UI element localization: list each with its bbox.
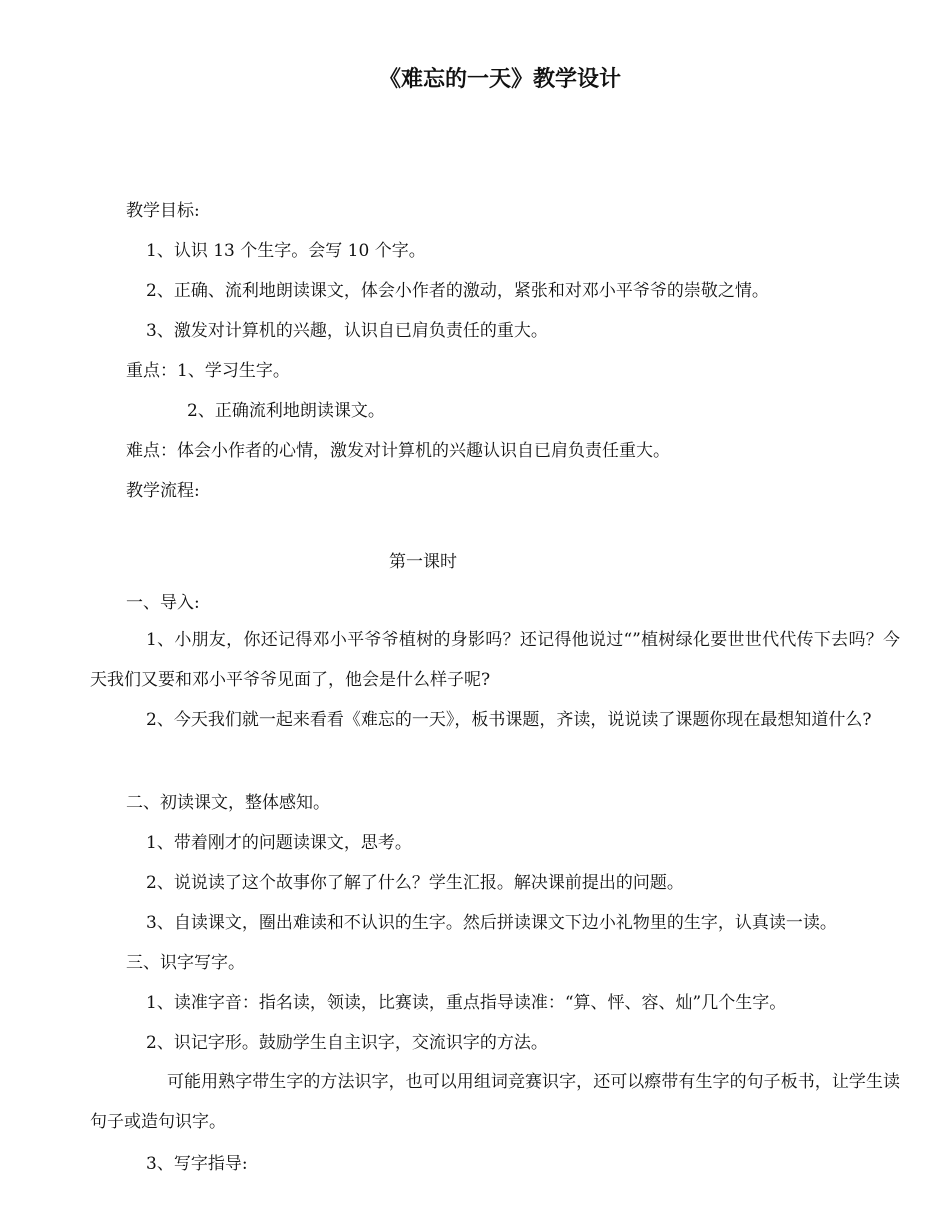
section-1-paragraph-1: 1、小朋友，你还记得邓小平爷爷植树的身影吗？还记得他说过“”植树绿化要世世代代传下去吗？今天我们又要和邓小平爷爷见面了，他会是什么样子呢? bbox=[90, 630, 900, 690]
section-2-item-1: 1、带着刚才的问题读课文，思考。 bbox=[146, 833, 412, 853]
section-2-heading: 二、初读课文，整体感知。 bbox=[126, 793, 330, 813]
flow-heading: 教学流程: bbox=[126, 481, 200, 501]
goal-item-3: 3、激发对计算机的兴趣，认识自已肩负责任的重大。 bbox=[146, 321, 548, 341]
document-title: 《难忘的一天》教学设计 bbox=[378, 66, 621, 92]
goal-item-2: 2、正确、流利地朗读课文，体会小作者的激动，紧张和对邓小平爷爷的崇敬之情。 bbox=[146, 281, 769, 301]
goals-heading: 教学目标: bbox=[126, 201, 200, 221]
goal-item-1: 1、认识 13 个生字。会写 10 个字。 bbox=[146, 241, 426, 261]
difficulty-line: 难点：体会小作者的心情，激发对计算机的兴趣认识自已肩负责任重大。 bbox=[126, 441, 670, 461]
lesson-heading: 第一课时 bbox=[389, 552, 457, 572]
section-2-item-3: 3、自读课文，圈出难读和不认识的生字。然后拼读课文下边小礼物里的生字，认真读一读。 bbox=[146, 913, 837, 933]
section-3-item-3: 3、写字指导: bbox=[146, 1154, 248, 1174]
section-3-item-2: 2、识记字形。鼓励学生自主识字，交流识字的方法。 bbox=[146, 1033, 548, 1053]
section-3-item-1: 1、读准字音：指名读，领读，比赛读，重点指导读准：“算、怦、容、灿”几个生字。 bbox=[146, 993, 787, 1013]
key-points-line-1: 重点：1、学习生字。 bbox=[126, 361, 290, 381]
section-1-paragraph-2: 2、今天我们就一起来看看《难忘的一天》，板书课题，齐读，说说读了课题你现在最想知道什么? bbox=[146, 710, 872, 730]
section-3-heading: 三、识字写字。 bbox=[126, 953, 245, 973]
section-2-item-2: 2、说说读了这个故事你了解了什么？学生汇报。解决课前提出的问题。 bbox=[146, 873, 684, 893]
section-1-heading: 一、导入: bbox=[126, 593, 200, 613]
section-3-paragraph: 可能用熟字带生字的方法识字，也可以用组词竞赛识字，还可以瘵带有生字的句子板书，让学生读句子或造句识字。 bbox=[90, 1072, 900, 1132]
key-points-line-2: 2、正确流利地朗读课文。 bbox=[187, 401, 385, 421]
